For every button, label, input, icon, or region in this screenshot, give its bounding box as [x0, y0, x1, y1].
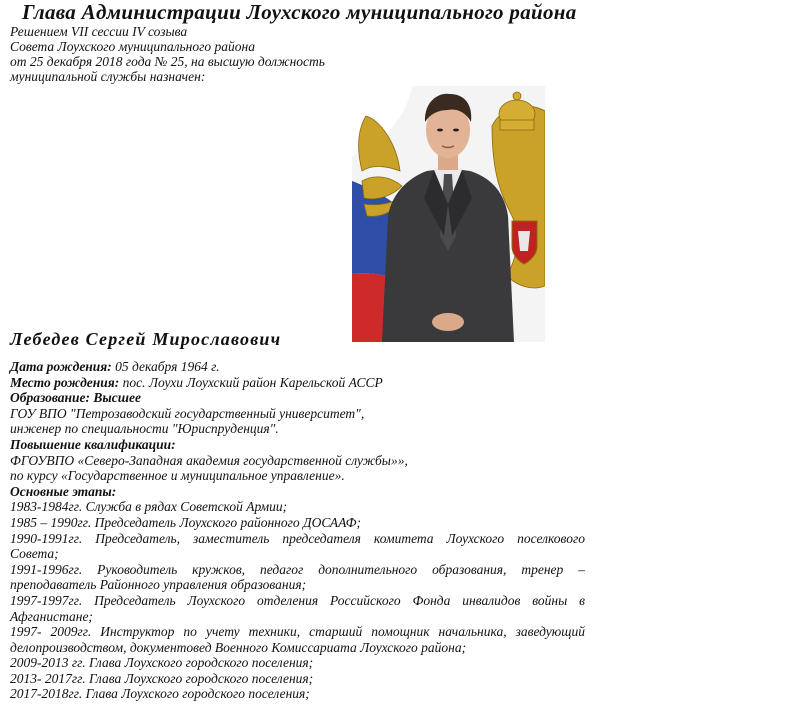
birth-place-row [10, 375, 585, 391]
birth-date-label: Дата рождения: [10, 359, 112, 374]
stages-label: Основные этапы: [10, 483, 117, 499]
qualification-label: Повышение квалификации: [10, 436, 176, 452]
intro-line: муниципальной службы назначен: [10, 69, 206, 84]
qualification-line: по курсу «Государственное и муниципальное управление». [10, 468, 345, 484]
career-stage-line: преподаватель Районного управления образования; [10, 577, 307, 593]
biography [10, 359, 585, 702]
hands [432, 313, 464, 331]
birth-place-label: Место рождения: [10, 374, 120, 390]
career-stage-line: 1991-1996гг. Руководитель кружков, педагог дополнительного образования, тренер – [10, 561, 585, 577]
education-label: Образование: Высшее [10, 390, 141, 406]
career-stage-line: 2017-2018гг. Глава Лоухского городского поселения; [10, 686, 310, 702]
career-stage-line: 2009-2013 гг. Глава Лоухского городского поселения; [10, 655, 314, 671]
birth-date-value: 05 декабря 1964 г. [111, 359, 220, 374]
birth-date-row [10, 359, 585, 375]
intro-line: от 25 декабря 2018 года № 25, на высшую должность [10, 54, 325, 69]
career-stage-line: 1997- 2009гг. Инструктор по учету техники, старший помощник начальника, заведующий [10, 624, 585, 640]
career-stage-line: 1983-1984гг. Служба в рядах Советской Армии; [10, 499, 288, 515]
career-stage-line: 1990-1991гг. Председатель, заместитель председателя комитета Лоухского поселкового [10, 530, 585, 546]
birth-place-value: пос. Лоухи Лоухский район Карельской АССР [119, 374, 383, 390]
appointment-intro [10, 24, 325, 84]
career-stage-line: 1997-1997гг. Председатель Лоухского отделения Российского Фонда инвалидов войны в [10, 592, 585, 608]
intro-line: Совета Лоухского муниципального района [10, 39, 255, 54]
career-stage-line: 2013- 2017гг. Глава Лоухского городского поселения; [10, 670, 314, 686]
qualification-line: ФГОУВПО «Северо-Западная академия государственной службы»», [10, 452, 408, 468]
education-line: инженер по специальности "Юриспруденция". [10, 421, 279, 437]
intro-line: Решением VII сессии IV созыва [10, 24, 188, 39]
career-stage-line: Совета; [10, 546, 59, 562]
career-stage-line: делопроизводством, документовед Военного Комиссариата Лоухского района; [10, 639, 467, 655]
career-stage-line: Афганистане; [10, 608, 93, 624]
career-stage-line: 1985 – 1990гг. Председатель Лоухского районного ДОСААФ; [10, 514, 361, 530]
page-title: Глава Администрации Лоухского муниципального района [22, 0, 577, 24]
person-name: Лебедев Сергей Мирославович [10, 329, 282, 349]
official-portrait-photo [352, 86, 545, 342]
education-line: ГОУ ВПО "Петрозаводский государственный университет", [10, 405, 365, 421]
